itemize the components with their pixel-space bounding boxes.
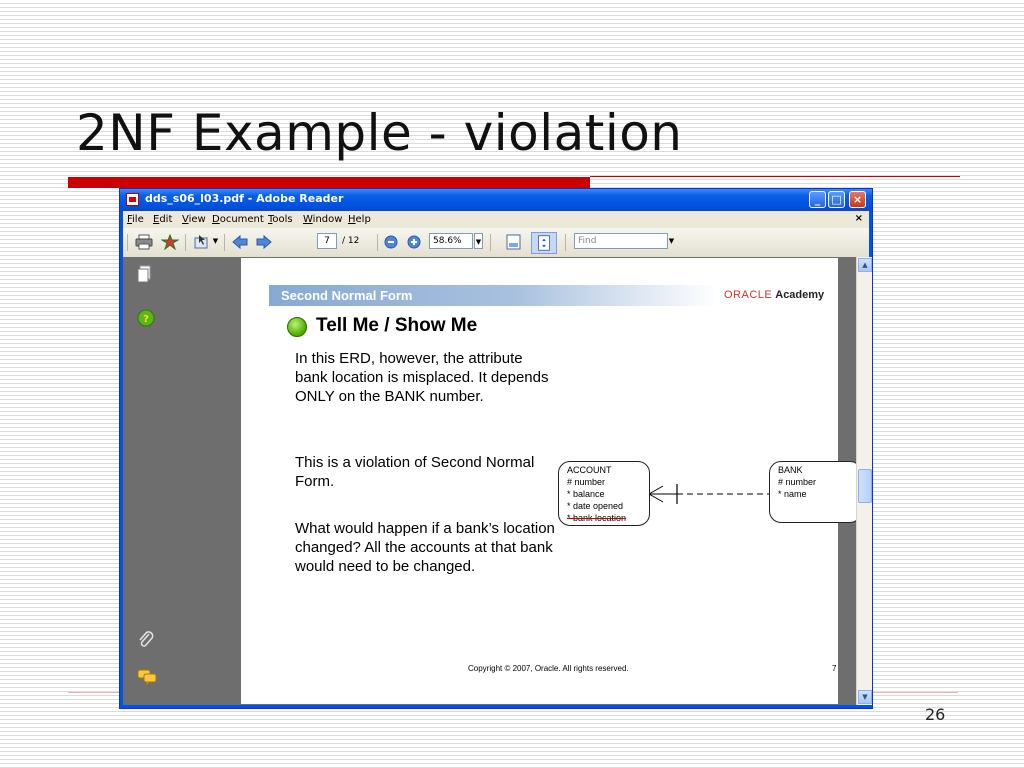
entity-attribute: * balance: [567, 489, 605, 499]
scroll-up-icon[interactable]: ▲: [858, 258, 872, 272]
fit-page-icon[interactable]: [531, 232, 557, 254]
scroll-thumb[interactable]: [858, 469, 872, 503]
erd-entity-bank: [769, 461, 862, 523]
menu-window[interactable]: Window: [303, 214, 343, 225]
close-button[interactable]: ×: [849, 191, 866, 208]
zoom-out-icon[interactable]: [382, 234, 400, 250]
select-tool-dropdown-icon[interactable]: ▼: [212, 237, 219, 245]
menu-view[interactable]: View: [182, 214, 206, 225]
collaborate-icon[interactable]: [161, 234, 179, 250]
page-heading: Tell Me / Show Me: [316, 315, 478, 336]
menu-tools[interactable]: Tools: [268, 214, 293, 225]
slide-number: 26: [925, 705, 946, 724]
title-rule-line: [590, 176, 960, 177]
entity-attribute: * date opened: [567, 501, 624, 511]
erd-entity-account: [558, 461, 650, 526]
menu-document[interactable]: Document: [212, 214, 264, 225]
menu-bar: [123, 211, 869, 228]
menu-file[interactable]: File: [127, 214, 144, 225]
adobe-reader-window: [119, 188, 873, 709]
find-input[interactable]: Find: [574, 233, 668, 249]
title-accent-bar: [68, 177, 590, 188]
copyright-text: Copyright © 2007, Oracle. All rights reserved.: [468, 664, 629, 673]
page-total: / 12: [342, 236, 360, 246]
slide-title: 2NF Example - violation: [76, 104, 683, 162]
pdf-app-icon: [126, 193, 139, 206]
paragraph-3: What would happen if a bank’s location changed? All the accounts at that bank would need to be changed.: [295, 520, 555, 575]
navigation-pane: [123, 257, 179, 705]
menu-help[interactable]: Help: [348, 214, 371, 225]
comments-icon[interactable]: [137, 669, 157, 685]
zoom-in-icon[interactable]: [405, 234, 423, 250]
pages-panel-icon[interactable]: [137, 265, 153, 283]
maximize-button[interactable]: □: [828, 191, 845, 208]
document-area[interactable]: [179, 257, 856, 705]
page-number-input[interactable]: 7: [317, 233, 337, 249]
zoom-level-input[interactable]: 58.6%: [429, 233, 473, 249]
window-title: dds_s06_l03.pdf - Adobe Reader: [145, 192, 344, 205]
pdf-page-number: 7: [832, 664, 837, 673]
menu-edit[interactable]: Edit: [153, 214, 173, 225]
main-toolbar: [123, 228, 869, 258]
vertical-scrollbar[interactable]: [856, 257, 872, 705]
toolbar-grip: [127, 234, 128, 251]
attachments-icon[interactable]: [137, 631, 155, 649]
zoom-dropdown-icon[interactable]: ▼: [474, 233, 483, 249]
entity-attribute: * name: [778, 489, 807, 499]
find-dropdown-icon[interactable]: ▼: [668, 237, 675, 245]
misplaced-attribute: * bank location: [567, 513, 627, 523]
page-section-title: Second Normal Form: [281, 288, 413, 303]
entity-title: ACCOUNT: [567, 465, 612, 475]
entity-attribute: # number: [567, 477, 606, 487]
oracle-academy-logo: ORACLE Academy: [724, 289, 825, 301]
erd-relationship-line: [241, 258, 838, 704]
select-tool-icon[interactable]: [193, 234, 211, 250]
paragraph-1: In this ERD, however, the attribute bank location is misplaced. It depends ONLY on the BANK number.: [295, 350, 549, 405]
entity-attribute: # number: [778, 477, 817, 487]
print-icon[interactable]: [135, 234, 153, 250]
help-icon[interactable]: [137, 309, 155, 327]
pdf-page: [241, 258, 838, 704]
entity-title: BANK: [778, 465, 803, 475]
svg-text:?: ?: [143, 314, 149, 325]
fit-width-icon[interactable]: [505, 234, 523, 250]
document-close-icon[interactable]: ×: [854, 213, 863, 224]
previous-page-icon[interactable]: [231, 234, 249, 250]
minimize-button[interactable]: _: [809, 191, 826, 208]
scroll-down-icon[interactable]: ▼: [858, 690, 872, 704]
window-titlebar[interactable]: [120, 189, 872, 211]
paragraph-2: This is a violation of Second Normal Form.: [295, 454, 535, 490]
next-page-icon[interactable]: [255, 234, 273, 250]
